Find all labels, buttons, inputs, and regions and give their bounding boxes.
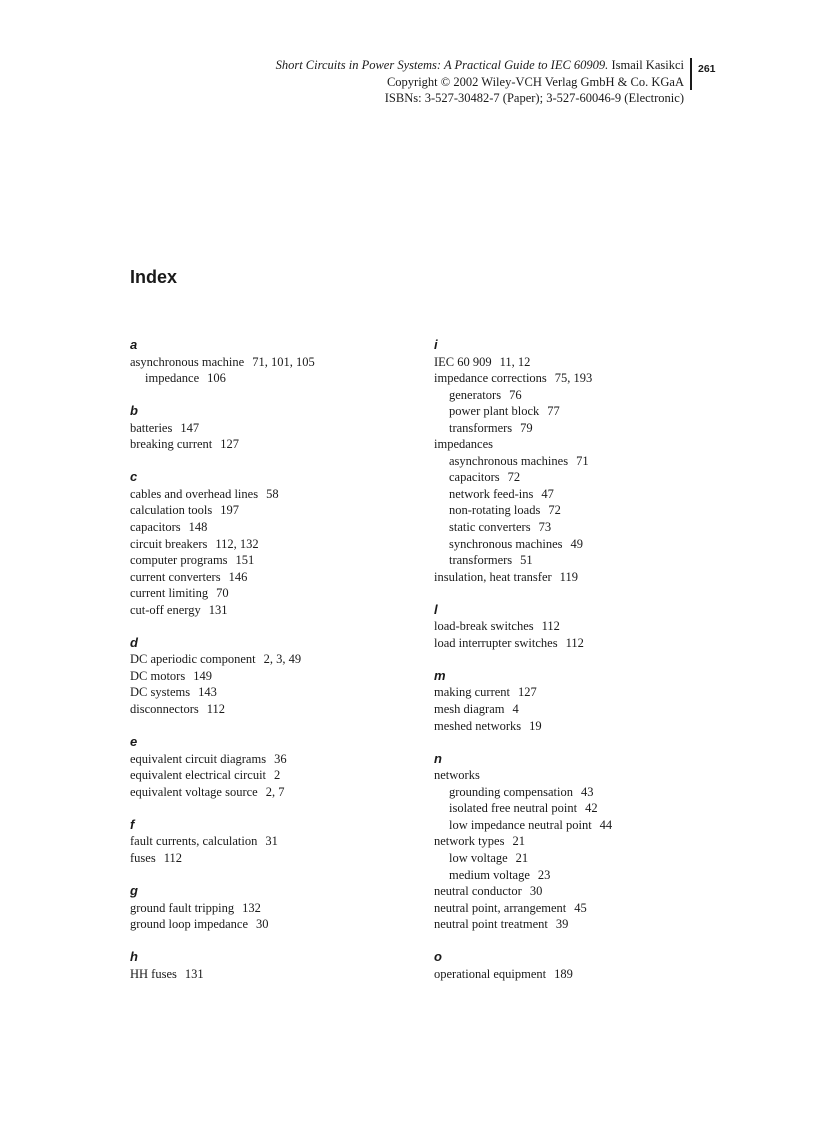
index-term: breaking current	[130, 437, 213, 452]
index-page-refs: 189	[554, 966, 573, 981]
index-entry	[434, 569, 734, 586]
index-term: grounding compensation	[449, 784, 573, 799]
index-subentry	[434, 387, 734, 404]
index-term: calculation tools	[130, 503, 213, 518]
index-term: computer programs	[130, 553, 228, 568]
page-title: Index	[130, 267, 178, 287]
index-term: low impedance neutral point	[449, 817, 592, 832]
index-entry	[434, 833, 734, 850]
index-entry	[434, 618, 734, 635]
index-page-refs: 70	[216, 586, 229, 601]
index-group-o	[434, 949, 734, 982]
index-term: asynchronous machine	[130, 354, 245, 369]
index-page-refs: 2	[274, 768, 281, 783]
index-entry	[130, 916, 430, 933]
index-term: disconnectors	[130, 702, 199, 717]
index-page-refs: 42	[585, 801, 598, 816]
index-term: circuit breakers	[130, 536, 208, 551]
index-page-refs: 76	[509, 387, 522, 402]
index-entry	[130, 354, 430, 371]
index-group-e	[130, 734, 430, 800]
index-page-refs: 79	[520, 420, 533, 435]
index-subentry	[434, 469, 734, 486]
index-group-h	[130, 949, 430, 982]
index-term: mesh diagram	[434, 702, 505, 717]
index-term: impedance	[145, 371, 200, 386]
index-page-refs: 72	[507, 470, 521, 485]
index-page-refs: 112	[206, 702, 226, 717]
index-group-d	[130, 635, 430, 718]
index-page-refs: 75, 193	[554, 371, 593, 386]
index-subentry	[434, 453, 734, 470]
index-letter-heading: c	[130, 469, 138, 485]
index-term: non-rotating loads	[449, 503, 541, 518]
index-term: transformers	[449, 420, 513, 435]
index-page-refs: 151	[235, 553, 255, 568]
index-term: ground loop impedance	[130, 917, 249, 932]
index-entry	[130, 585, 430, 602]
index-term: networks	[434, 768, 480, 783]
index-column-right	[434, 337, 734, 999]
index-entry	[434, 916, 734, 933]
index-term: current converters	[130, 569, 221, 584]
index-entry	[434, 767, 734, 784]
index-entry	[130, 420, 430, 437]
index-subentry	[434, 784, 734, 801]
index-page-refs: 149	[193, 668, 212, 683]
index-subentry	[130, 370, 430, 387]
index-page-refs: 112	[541, 619, 560, 634]
index-entry	[434, 701, 734, 718]
index-entry	[434, 354, 734, 371]
index-term: equivalent electrical circuit	[130, 768, 267, 783]
index-entry	[130, 784, 430, 801]
running-header	[276, 57, 684, 107]
index-page-refs: 31	[265, 834, 278, 849]
index-subentry	[434, 403, 734, 420]
index-entry	[130, 486, 430, 503]
book-author: Ismail Kasikci	[608, 58, 684, 72]
copyright-line: Copyright © 2002 Wiley-VCH Verlag GmbH & Co. KGaA	[386, 74, 684, 89]
index-letter-heading: g	[130, 883, 138, 899]
index-term: DC aperiodic component	[130, 652, 256, 667]
index-page-refs: 36	[274, 751, 287, 766]
index-page-refs: 71, 101, 105	[252, 354, 315, 369]
index-page-refs: 119	[559, 569, 578, 584]
index-term: network feed-ins	[449, 486, 534, 501]
index-term: meshed networks	[434, 718, 522, 733]
index-term: making current	[434, 685, 511, 700]
index-letter-heading: l	[434, 601, 438, 617]
index-page-refs: 21	[515, 850, 529, 865]
index-page-refs: 112	[565, 635, 584, 650]
index-entry	[130, 668, 430, 685]
index-page-refs: 132	[242, 900, 261, 915]
index-term: ground fault tripping	[130, 900, 235, 915]
index-entry	[130, 436, 430, 453]
index-subentry	[434, 552, 734, 569]
index-letter-heading: n	[434, 750, 442, 766]
index-entry	[130, 519, 430, 536]
isbn-line: ISBNs: 3-527-30482-7 (Paper); 3-527-60046-9 (Electronic)	[384, 91, 684, 105]
index-subentry	[434, 817, 734, 834]
index-entry	[434, 635, 734, 652]
index-entry	[130, 900, 430, 917]
index-group-b	[130, 403, 430, 453]
index-subentry	[434, 486, 734, 503]
index-term: batteries	[130, 420, 173, 435]
index-term: static converters	[449, 520, 531, 535]
index-group-n	[434, 751, 734, 933]
book-title: Short Circuits in Power Systems: A Practical Guide to IEC 60909.	[275, 58, 609, 72]
index-term: neutral point, arrangement	[434, 900, 567, 915]
index-term: fuses	[130, 850, 156, 865]
index-page-refs: 30	[256, 917, 269, 932]
index-letter-heading: f	[130, 816, 135, 832]
index-page-refs: 127	[220, 437, 240, 452]
index-subentry	[434, 420, 734, 437]
index-page-refs: 44	[599, 817, 613, 832]
index-page-refs: 39	[555, 917, 569, 932]
index-group-a	[130, 337, 430, 387]
index-page-refs: 77	[547, 404, 560, 419]
index-group-i	[434, 337, 734, 585]
index-letter-heading: d	[130, 634, 138, 650]
index-page-refs: 45	[574, 900, 587, 915]
index-letter-heading: h	[130, 949, 138, 965]
index-subentry	[434, 502, 734, 519]
index-term: equivalent voltage source	[130, 784, 258, 799]
index-letter-heading: b	[130, 403, 138, 419]
index-page-refs: 131	[184, 966, 204, 981]
index-entry	[130, 751, 430, 768]
index-page-refs: 146	[228, 569, 248, 584]
index-entry	[130, 833, 430, 850]
index-group-g	[130, 883, 430, 933]
index-page-refs: 21	[512, 834, 525, 849]
book-citation	[276, 57, 684, 74]
index-entry	[130, 767, 430, 784]
index-page-refs: 19	[529, 718, 542, 733]
index-term: DC systems	[130, 685, 191, 700]
index-subentry	[434, 519, 734, 536]
index-subentry	[434, 536, 734, 553]
index-term: IEC 60 909	[434, 354, 492, 369]
index-entry	[130, 536, 430, 553]
index-page-refs: 73	[538, 520, 552, 535]
index-page-refs: 51	[520, 553, 533, 568]
index-page-refs: 112	[163, 850, 182, 865]
index-entry	[130, 569, 430, 586]
index-page-refs: 197	[220, 503, 240, 518]
index-subentry	[434, 850, 734, 867]
index-page-refs: 23	[537, 867, 551, 882]
index-page-refs: 127	[518, 685, 537, 700]
index-term: asynchronous machines	[449, 453, 569, 468]
index-page-refs: 4	[512, 702, 519, 717]
index-page-refs: 47	[541, 486, 554, 501]
index-entry	[434, 966, 734, 983]
index-term: neutral point treatment	[434, 917, 548, 932]
index-entry	[434, 718, 734, 735]
index-term: medium voltage	[449, 867, 530, 882]
index-term: fault currents, calculation	[130, 834, 258, 849]
index-page-refs: 49	[570, 536, 584, 551]
index-term: impedances	[434, 437, 494, 452]
index-entry	[130, 552, 430, 569]
index-entry	[434, 883, 734, 900]
index-term: neutral conductor	[434, 884, 522, 899]
index-entry	[434, 684, 734, 701]
index-page-refs: 106	[207, 371, 226, 386]
index-term: load-break switches	[434, 619, 534, 634]
index-term: impedance corrections	[434, 371, 547, 386]
index-term: capacitors	[130, 520, 181, 535]
index-term: cut-off energy	[130, 602, 201, 617]
index-entry	[130, 850, 430, 867]
page-number: 261	[698, 63, 716, 75]
index-page-refs: 11, 12	[499, 354, 531, 369]
index-entry	[130, 502, 430, 519]
index-term: equivalent circuit diagrams	[130, 751, 267, 766]
index-page-refs: 71	[576, 453, 589, 468]
index-term: low voltage	[449, 850, 508, 865]
index-term: capacitors	[449, 470, 500, 485]
index-term: HH fuses	[130, 966, 177, 981]
index-page-refs: 2, 7	[265, 784, 285, 799]
index-subentry	[434, 867, 734, 884]
index-page-refs: 131	[208, 602, 228, 617]
index-page-refs: 43	[580, 784, 594, 799]
index-subentry	[434, 800, 734, 817]
index-entry	[130, 701, 430, 718]
index-term: power plant block	[449, 404, 540, 419]
page-number-rule	[690, 58, 692, 90]
index-term: insulation, heat transfer	[434, 569, 552, 584]
index-entry	[434, 900, 734, 917]
index-letter-heading: e	[130, 734, 138, 750]
index-term: current limiting	[130, 586, 209, 601]
index-letter-heading: m	[434, 667, 446, 683]
index-term: network types	[434, 834, 505, 849]
index-term: synchronous machines	[449, 536, 563, 551]
index-letter-heading: i	[434, 337, 438, 352]
index-column-left	[130, 337, 430, 999]
index-page-refs: 30	[529, 884, 543, 899]
index-entry	[434, 436, 734, 453]
index-entry	[130, 651, 430, 668]
index-page-refs: 72	[548, 503, 561, 518]
index-term: isolated free neutral point	[449, 801, 578, 816]
index-entry	[130, 684, 430, 701]
index-page-refs: 58	[266, 486, 279, 501]
index-group-m	[434, 668, 734, 734]
index-page-refs: 112, 132	[215, 536, 259, 551]
index-group-f	[130, 817, 430, 867]
index-entry	[130, 966, 430, 983]
index-group-c	[130, 469, 430, 618]
index-entry	[434, 370, 734, 387]
index-term: transformers	[449, 553, 513, 568]
index-entry	[130, 602, 430, 619]
index-term: generators	[449, 387, 502, 402]
index-term: DC motors	[130, 668, 186, 683]
index-page-refs: 143	[198, 685, 217, 700]
index-term: cables and overhead lines	[130, 486, 259, 501]
index-group-l	[434, 602, 734, 652]
index-page-refs: 2, 3, 49	[263, 652, 302, 667]
index-letter-heading: o	[434, 949, 442, 965]
index-page-refs: 148	[188, 520, 208, 535]
index-letter-heading: a	[130, 337, 138, 352]
index-page-refs: 147	[180, 420, 200, 435]
index-term: load interrupter switches	[434, 635, 558, 650]
index-term: operational equipment	[434, 966, 547, 981]
